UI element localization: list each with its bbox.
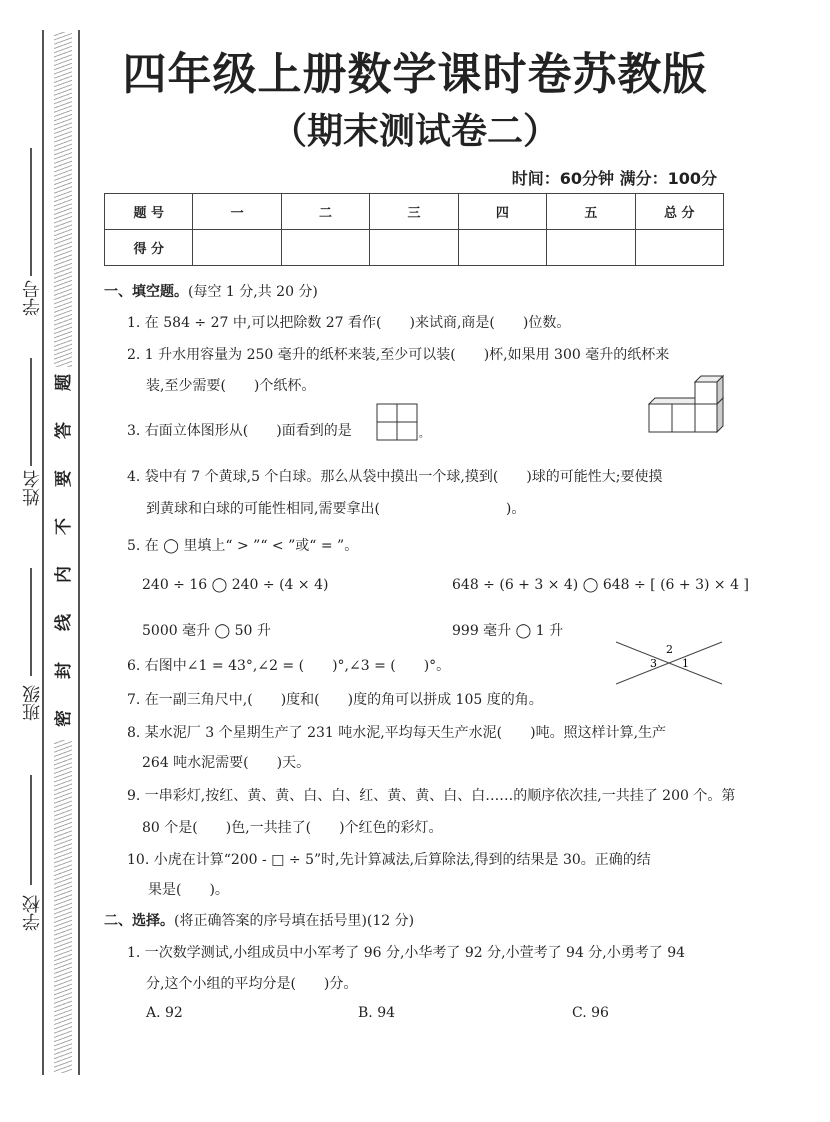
question-line: 9. 一串彩灯,按红、黄、黄、白、白、红、黄、黄、白、白……的顺序依次挂,一共挂了 200 个。第 [127,788,736,804]
comparison-expression: 5000 毫升 ◯ 50 升 [142,623,271,639]
hatch-bottom [54,740,72,1073]
view-square [397,422,417,440]
header-cell: 总 分 [635,194,723,230]
question-line: 8. 某水泥厂 3 个星期生产了 231 吨水泥,平均每天生产水泥( )吨。照这样计算,生产 [127,725,667,741]
score-cell[interactable] [370,230,458,266]
question-line: 3. 右面立体图形从( )面看到的是 [127,423,352,439]
score-table [104,193,724,266]
question-line: 264 吨水泥需要( )天。 [142,755,311,771]
student-id-field[interactable] [30,148,32,276]
angle-label-2: 2 [666,643,673,656]
view-square [377,422,397,440]
seal-char: 要 [54,470,74,487]
section-note: (每空 1 分,共 20 分) [188,284,318,300]
field-label-school: 学校 [22,895,43,931]
question-line: 4. 袋中有 7 个黄球,5 个白球。那么从袋中摸出一个球,摸到( )球的可能性大;要使摸 [127,469,663,485]
header-cell: 五 [547,194,635,230]
period-mark: 。 [419,429,429,440]
field-label-name: 姓名 [22,470,43,506]
view-square [397,404,417,422]
view-square [377,404,397,422]
seal-char: 封 [54,662,74,679]
question-line: 6. 右图中∠1 = 43°,∠2 = ( )°,∠3 = ( )°。 [127,658,451,674]
question-line: 10. 小虎在计算“200 - □ ÷ 5”时,先计算减法,后算除法,得到的结果是 30。正确的结 [127,852,651,868]
header-cell: 二 [281,194,369,230]
time-info: 时间：60分钟 满分：100分 [511,169,717,188]
score-cell[interactable] [281,230,369,266]
question-line: 果是( )。 [148,882,229,898]
section-title: 一、填空题。 [104,284,188,300]
table-row [105,230,724,266]
seal-char: 题 [54,374,74,391]
question-line: 到黄球和白球的可能性相同,需要拿出( )。 [146,501,526,517]
binding-line-inner [78,30,80,1075]
comparison-expression: 999 毫升 ◯ 1 升 [452,623,564,639]
seal-char: 密 [54,710,74,727]
angle-label-3: 3 [650,657,657,670]
header-cell: 题 号 [105,194,193,230]
question-line: 1. 一次数学测试,小组成员中小军考了 96 分,小华考了 92 分,小萱考了 94 分,小勇考了 94 [127,945,686,961]
header-cell: 三 [370,194,458,230]
question-line: 分,这个小组的平均分是( )分。 [146,976,358,992]
header-cell: 一 [193,194,281,230]
page-title: 四年级上册数学课时卷苏教版 [122,49,708,100]
name-field[interactable] [30,358,32,466]
seal-char: 内 [54,566,74,583]
field-label-class: 班级 [22,685,43,721]
score-cell[interactable] [458,230,546,266]
score-label: 得 分 [105,230,193,266]
score-cell[interactable] [547,230,635,266]
section-heading [104,281,318,301]
school-field[interactable] [30,775,32,885]
question-line: 5. 在 ◯ 里填上“ > ”“ < ”或“ = ”。 [127,538,359,554]
cube-figure [645,372,727,436]
option-a: A. 92 [146,1005,183,1021]
class-field[interactable] [30,568,32,676]
question-line: 2. 1 升水用容量为 250 毫升的纸杯来装,至少可以装( )杯,如果用 300 毫升的纸杯来 [127,347,670,363]
option-c: C. 96 [572,1005,609,1021]
table-row [105,194,724,230]
score-cell[interactable] [193,230,281,266]
question-line: 7. 在一副三角尺中,( )度和( )度的角可以拼成 105 度的角。 [127,692,543,708]
section-heading [104,910,414,930]
seal-char: 不 [54,518,74,535]
option-b: B. 94 [358,1005,396,1021]
front-view-figure [376,403,429,443]
comparison-expression: 648 ÷ (6 + 3 × 4) ◯ 648 ÷ [ (6 + 3) × 4 ] [452,577,749,593]
intersecting-lines-figure [612,638,726,688]
score-cell[interactable] [635,230,723,266]
section-title: 二、选择。 [104,913,174,929]
seal-char: 答 [54,422,74,439]
question-line: 80 个是( )色,一共挂了( )个红色的彩灯。 [142,820,443,836]
field-label-student-id: 学号 [22,280,43,316]
header-cell: 四 [458,194,546,230]
question-line: 1. 在 584 ÷ 27 中,可以把除数 27 看作( )来试商,商是( )位数。 [127,315,571,331]
question-line: 装,至少需要( )个纸杯。 [146,378,316,394]
seal-char: 线 [54,614,74,631]
angle-label-1: 1 [682,657,689,670]
page-subtitle: （期末测试卷二） [270,111,559,152]
comparison-expression: 240 ÷ 16 ◯ 240 ÷ (4 × 4) [142,577,329,593]
section-note: (将正确答案的序号填在括号里)(12 分) [174,913,415,929]
